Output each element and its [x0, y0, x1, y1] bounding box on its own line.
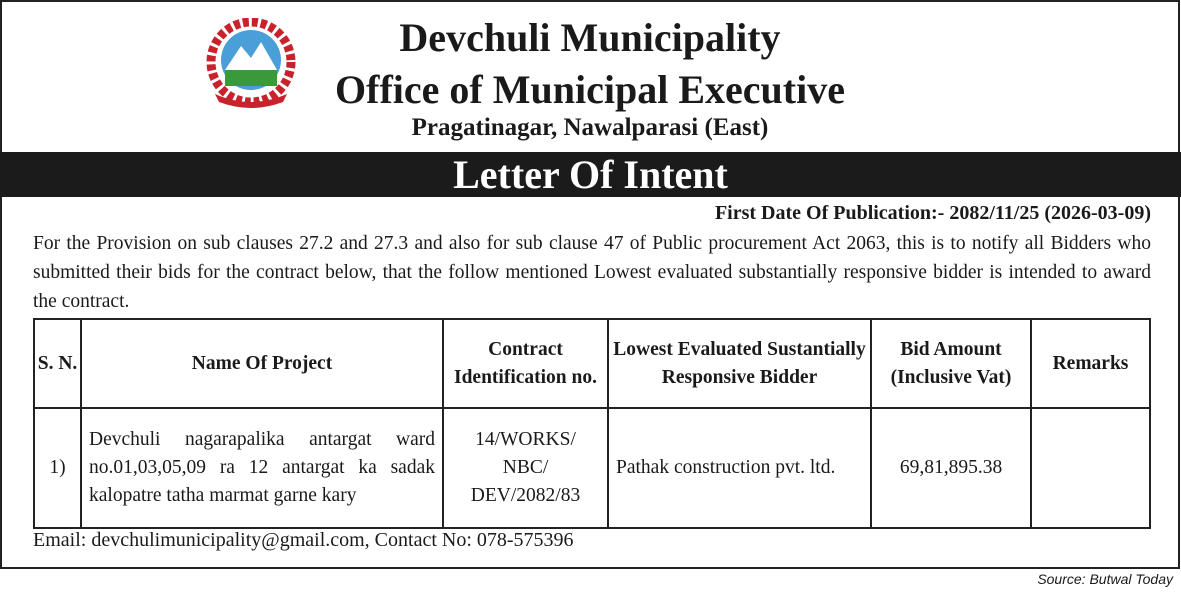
office-address: Pragatinagar, Nawalparasi (East): [411, 114, 769, 141]
table-row: [34, 408, 1150, 528]
nepal-emblem-logo: [203, 18, 299, 110]
col-contract-id: Contract Identification no.: [443, 319, 608, 408]
col-sn: S. N.: [34, 319, 81, 408]
cell-remarks: [1031, 408, 1150, 528]
contact-line: Email: devchulimunicipality@gmail.com, Contact No: 078-575396: [33, 529, 574, 551]
cell-sn: 1): [34, 408, 81, 528]
publication-date: First Date Of Publication:- 2082/11/25 (2026-03-09): [714, 202, 1151, 224]
cell-amount: 69,81,895.38: [871, 408, 1031, 528]
col-bidder: Lowest Evaluated Sustantially Responsive Bidder: [608, 319, 871, 408]
notice-paragraph: For the Provision on sub clauses 27.2 and 27.3 and also for sub clause 47 of Public procurement Act 2063, this is to notify all Bidders who submitted their bids for the contract below, that the follow mentioned Lowest evaluated substantially responsive bidder is intended to award the contract.: [33, 233, 1151, 312]
office-title: Office of Municipal Executive: [335, 67, 845, 112]
notice-banner: Letter Of Intent: [0, 152, 1181, 197]
award-table: [33, 318, 1151, 529]
col-remarks: Remarks: [1031, 319, 1150, 408]
cell-contract-id: 14/WORKS/ NBC/ DEV/2082/83: [443, 408, 608, 528]
cell-project: Devchuli nagarapalika antargat ward no.01,03,05,09 ra 12 antargat ka sadak kalopatre tatha marmat garne kary: [81, 408, 443, 528]
source-credit: Source: Butwal Today: [1037, 571, 1173, 587]
col-amount: Bid Amount (Inclusive Vat): [871, 319, 1031, 408]
col-project: Name Of Project: [81, 319, 443, 408]
cell-bidder: Pathak construction pvt. ltd.: [608, 408, 871, 528]
municipality-title: Devchuli Municipality: [399, 15, 781, 60]
table-header-row: [34, 319, 1150, 408]
